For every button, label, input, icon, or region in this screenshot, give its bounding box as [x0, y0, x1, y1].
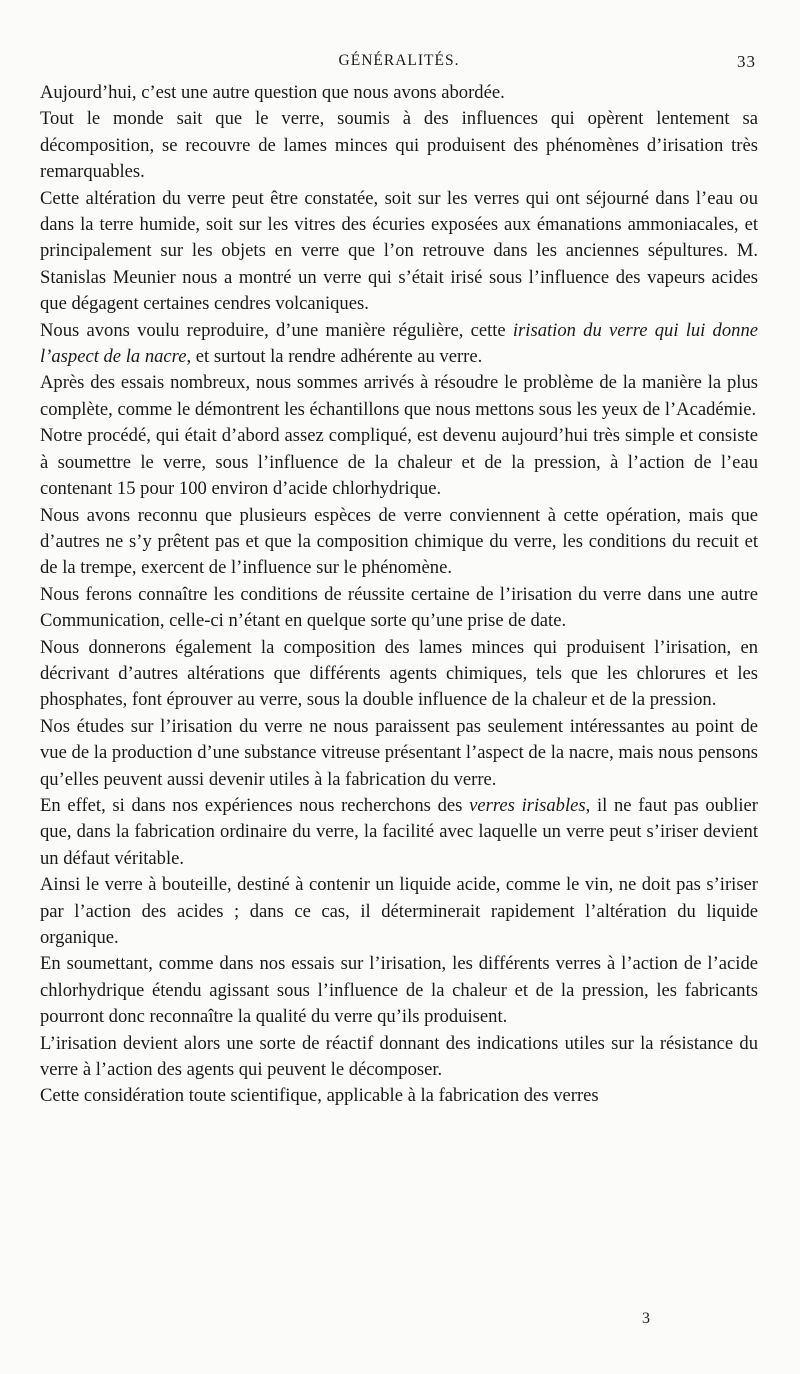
- paragraph: Nous avons reconnu que plusieurs espèces de verre conviennent à cette opération, mais que d’autres ne s’y prêtent pas et que la composition chimique du verre, les conditions du recuit et de la trempe, exercent de l’influence sur le phénomène.: [40, 504, 758, 579]
- paragraph: [40, 793, 758, 872]
- running-head: [40, 52, 758, 76]
- body-text: [40, 80, 758, 1110]
- paragraph-text: Nous avons voulu reproduire, d’une manière régulière, cette: [40, 319, 513, 341]
- paragraph: Cette altération du verre peut être constatée, soit sur les verres qui ont séjourné dans l’eau ou dans la terre humide, soit sur les vitres des écuries exposées aux émanations ammoniacales, et principalement sur les objets en verre que l’on retrouve dans les anciennes sépultures. M. Stanislas Meunier nous a montré un verre qui s’était irisé sous l’influence des vapeurs acides que dégagent certaines cendres volcaniques.: [40, 187, 758, 315]
- paragraph: Nous donnerons également la composition des lames minces qui produisent l’irisation, en décrivant d’autres altérations que différents agents chimiques, tels que les chlorures et les phosphates, font éprouver au verre, sous la double influence de la chaleur et de la pression.: [40, 636, 758, 711]
- page-number: 33: [737, 52, 756, 71]
- paragraph-text: En effet, si dans nos expériences nous recherchons des: [40, 794, 470, 816]
- paragraph: [40, 318, 758, 371]
- paragraph: Aujourd’hui, c’est une autre question que nous avons abordée.: [40, 82, 505, 103]
- paragraph-text: , et surtout la rendre adhérente au verre.: [186, 346, 483, 368]
- running-title: GÉNÉRALITÉS.: [338, 52, 460, 69]
- paragraph: Notre procédé, qui était d’abord assez compliqué, est devenu aujourd’hui très simple et consiste à soumettre le verre, sous l’influence de la chaleur et de la pression, à l’action de l’eau contenant 15 pour 100 environ d’acide chlorhydrique.: [40, 425, 758, 500]
- italic-phrase: verres irisables: [469, 794, 586, 816]
- paragraph: Cette considération toute scientifique, applicable à la fabrication des verres: [40, 1085, 599, 1107]
- paragraph: L’irisation devient alors une sorte de réactif donnant des indications utiles sur la résistance du verre à l’action des agents qui peuvent le décomposer.: [40, 1032, 758, 1081]
- paragraph: Ainsi le verre à bouteille, destiné à contenir un liquide acide, comme le vin, ne doit pas s’iriser par l’action des acides ; dans ce cas, il déterminerait rapidement l’altération du liquide organique.: [40, 874, 758, 948]
- paragraph: Nous ferons connaître les conditions de réussite certaine de l’irisation du verre dans une autre Communication, celle-ci n’étant en quelque sorte qu’une prise de date.: [40, 583, 758, 632]
- paragraph-text: , il ne faut pas oublier que, dans la fabrication ordinaire du verre, la facilité avec laquelle un verre peut s’iriser devient un défaut véritable.: [40, 794, 758, 869]
- signature-mark: 3: [642, 1310, 650, 1327]
- paragraph: En soumettant, comme dans nos essais sur l’irisation, les différents verres à l’action de l’acide chlorhydrique étendu agissant sous l’influence de la chaleur et de la pression, les fabricants pourront donc reconnaître la qualité du verre qu’ils produisent.: [40, 953, 758, 1028]
- paragraph: Tout le monde sait que le verre, soumis à des influences qui opèrent lentement sa décomposition, se recouvre de lames minces qui produisent des phénomènes d’irisation très remarquables.: [40, 108, 758, 183]
- paragraph: Nos études sur l’irisation du verre ne nous paraissent pas seulement intéressantes au point de vue de la production d’une substance vitreuse présentant l’aspect de la nacre, mais nous pensons qu’elles peuvent aussi devenir utiles à la fabrication du verre.: [40, 715, 758, 790]
- italic-phrase: irisation du verre qui lui donne l’aspect de la nacre: [40, 319, 759, 368]
- paragraph: Après des essais nombreux, nous sommes arrivés à résoudre le problème de la manière la plus complète, comme le démontrent les échantillons que nous mettons sous les yeux de l’Académie.: [40, 372, 758, 420]
